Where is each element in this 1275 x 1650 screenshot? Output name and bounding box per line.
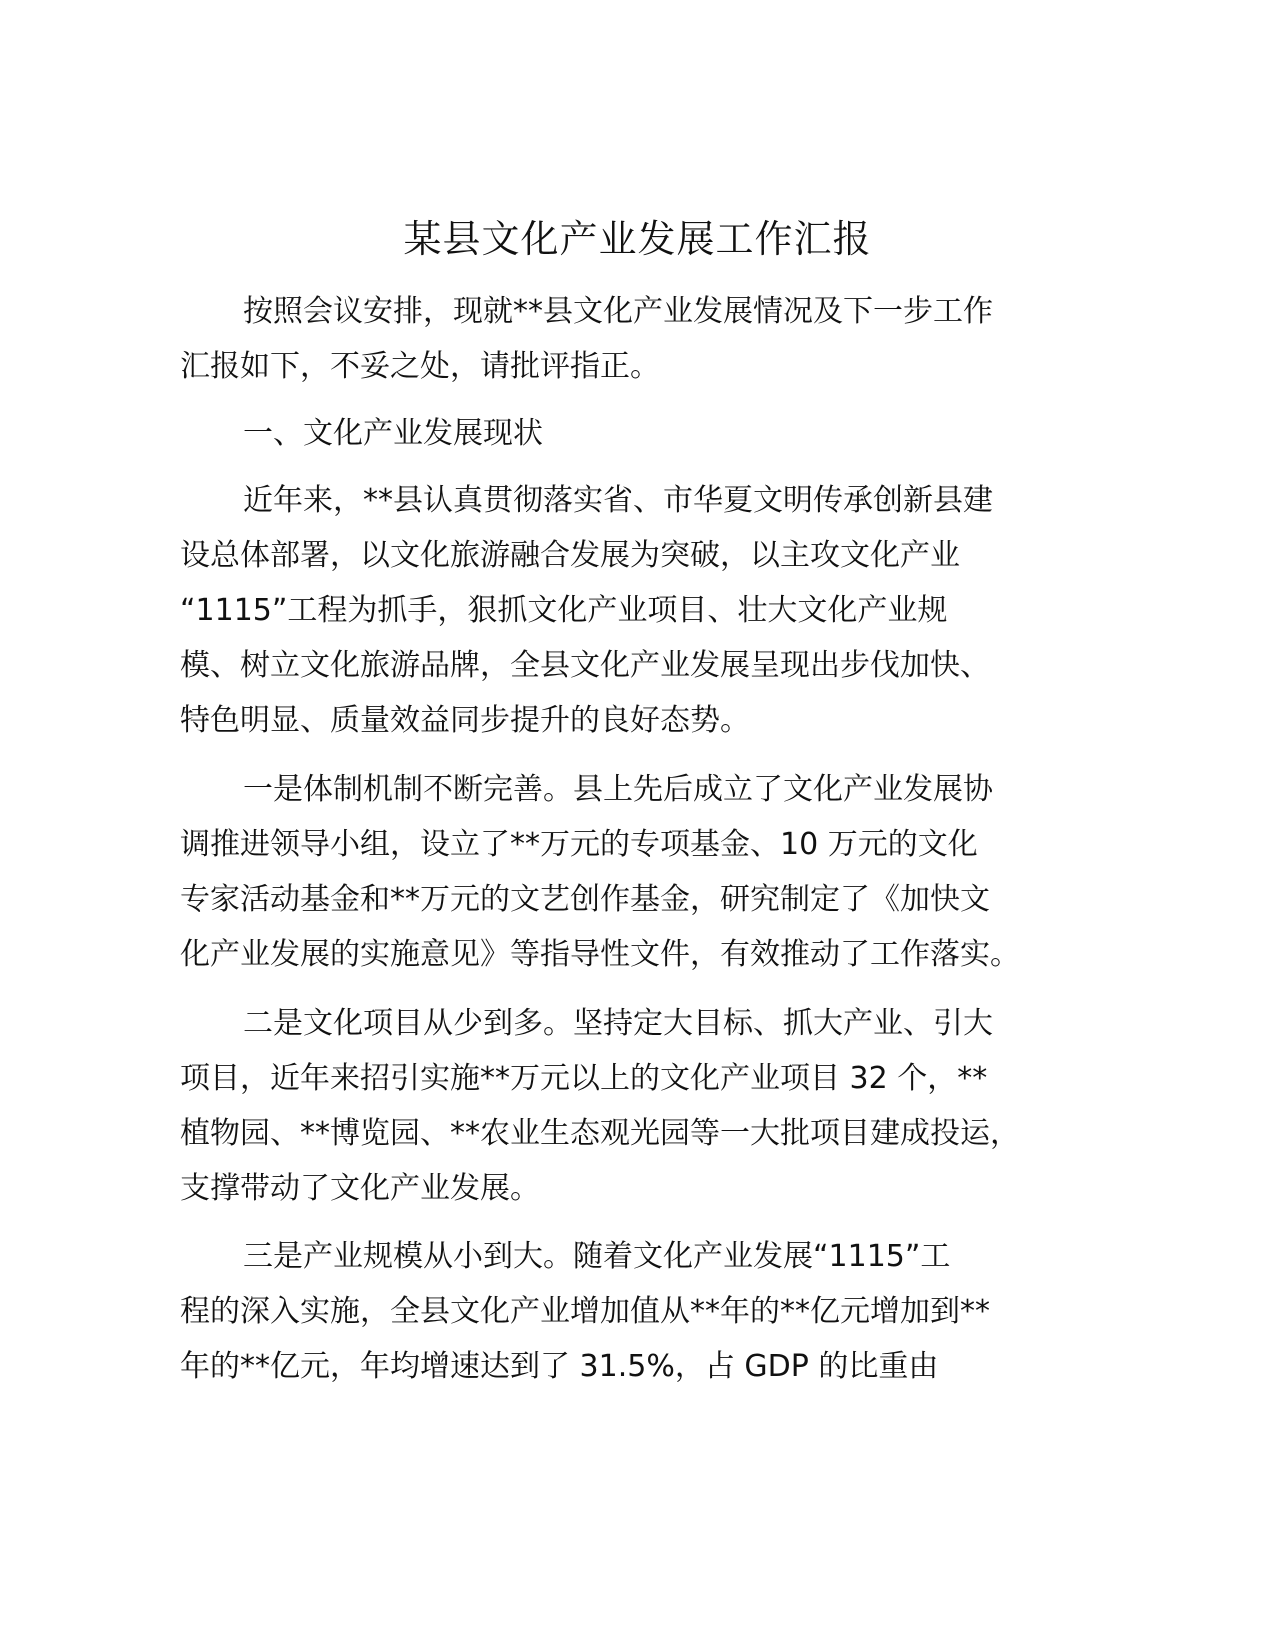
paragraph-line: 近年来，**县认真贯彻落实省、市华夏文明传承创新县建 xyxy=(243,483,993,518)
paragraph-intro xyxy=(180,284,1080,394)
paragraph-line: 一是体制机制不断完善。县上先后成立了文化产业发展协 xyxy=(243,772,993,807)
paragraph-scale xyxy=(180,1229,1080,1394)
paragraph-line: 项目，近年来招引实施**万元以上的文化产业项目 32 个，** xyxy=(180,1061,988,1096)
paragraph-line: 三是产业规模从小到大。随着文化产业发展“1115”工 xyxy=(243,1239,951,1274)
paragraph-line: 植物园、**博览园、**农业生态观光园等一大批项目建成投运， xyxy=(180,1116,1020,1151)
paragraph-line: 汇报如下，不妥之处，请批评指正。 xyxy=(180,349,660,384)
document-title: 某县文化产业发展工作汇报 xyxy=(403,217,872,261)
paragraph-line: 按照会议安排，现就**县文化产业发展情况及下一步工作 xyxy=(243,294,993,329)
paragraph-line: “1115”工程为抓手，狠抓文化产业项目、壮大文化产业规 xyxy=(180,593,948,628)
paragraph-line: 设总体部署，以文化旅游融合发展为突破，以主攻文化产业 xyxy=(180,538,960,573)
paragraph-line: 专家活动基金和**万元的文艺创作基金，研究制定了《加快文 xyxy=(180,882,990,917)
paragraph-line: 二是文化项目从少到多。坚持定大目标、抓大产业、引大 xyxy=(243,1006,993,1041)
paragraph-line: 年的**亿元，年均增速达到了 31.5%，占 GDP 的比重由 xyxy=(180,1349,939,1384)
paragraph-mechanism xyxy=(180,762,1080,982)
paragraph-line: 调推进领导小组，设立了**万元的专项基金、10 万元的文化 xyxy=(180,827,978,862)
section-heading xyxy=(180,406,1080,461)
paragraph-line: 化产业发展的实施意见》等指导性文件，有效推动了工作落实。 xyxy=(180,937,1020,972)
section-heading-line: 一、文化产业发展现状 xyxy=(243,416,543,451)
paragraph-line: 程的深入实施，全县文化产业增加值从**年的**亿元增加到** xyxy=(180,1294,990,1329)
paragraph-projects xyxy=(180,996,1080,1216)
paragraph-line: 特色明显、质量效益同步提升的良好态势。 xyxy=(180,703,750,738)
paragraph-line: 支撑带动了文化产业发展。 xyxy=(180,1171,540,1206)
paragraph-overview xyxy=(180,473,1080,748)
paragraph-line: 模、树立文化旅游品牌，全县文化产业发展呈现出步伐加快、 xyxy=(180,648,990,683)
